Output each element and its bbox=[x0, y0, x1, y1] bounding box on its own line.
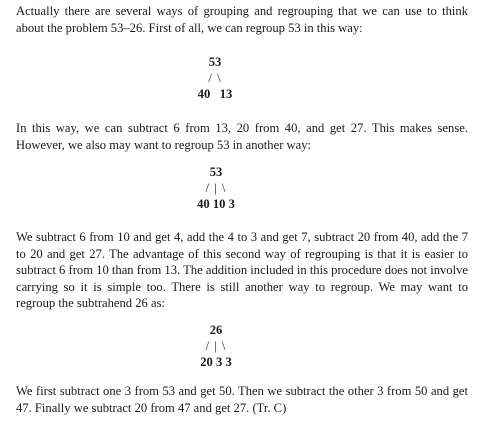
regroup-diagram-1 bbox=[185, 54, 245, 102]
diagram-2-parts: 40 10 3 bbox=[197, 197, 235, 211]
diagram-1-parts: 40 13 bbox=[197, 87, 233, 101]
diagram-3-whole: 26 bbox=[209, 323, 223, 337]
paragraph-second: In this way, we can subtract 6 from 13, 20 from 40, and get 27. This makes sense. However, we also may want to regroup 53 in another way: bbox=[16, 121, 468, 152]
diagram-2-branches: / | \ bbox=[205, 181, 227, 195]
diagram-3-parts: 20 3 3 bbox=[200, 355, 232, 369]
diagram-2-whole: 53 bbox=[209, 165, 223, 179]
diagram-3-branches: / | \ bbox=[205, 339, 227, 353]
regroup-diagram-3 bbox=[186, 322, 246, 370]
paragraph-intro: Actually there are several ways of grouping and regrouping that we can use to think about the problem 53–26. First of all, we can regroup 53 in this way: bbox=[16, 4, 468, 35]
paragraph-conclusion: We first subtract one 3 from 53 and get 50. Then we subtract the other 3 from 50 and get 47. Finally we subtract 20 from 47 and get 27. (Tr. C) bbox=[16, 384, 468, 415]
diagram-1-branches: / \ bbox=[208, 71, 222, 85]
regroup-diagram-2 bbox=[186, 164, 246, 212]
paragraph-third: We subtract 6 from 10 and get 4, add the 4 to 3 and get 7, subtract 20 from 40, add the 7 to 20 and get 27. The advantage of this second way of regrouping is that it is easier to subtract 6 from 10 than from 13. The addition included in this procedure does not involve carrying so it is simple too. There is still another way to regroup. We may want to regroup the subtrahend 26 as: bbox=[16, 230, 468, 310]
diagram-1-whole: 53 bbox=[208, 55, 222, 69]
